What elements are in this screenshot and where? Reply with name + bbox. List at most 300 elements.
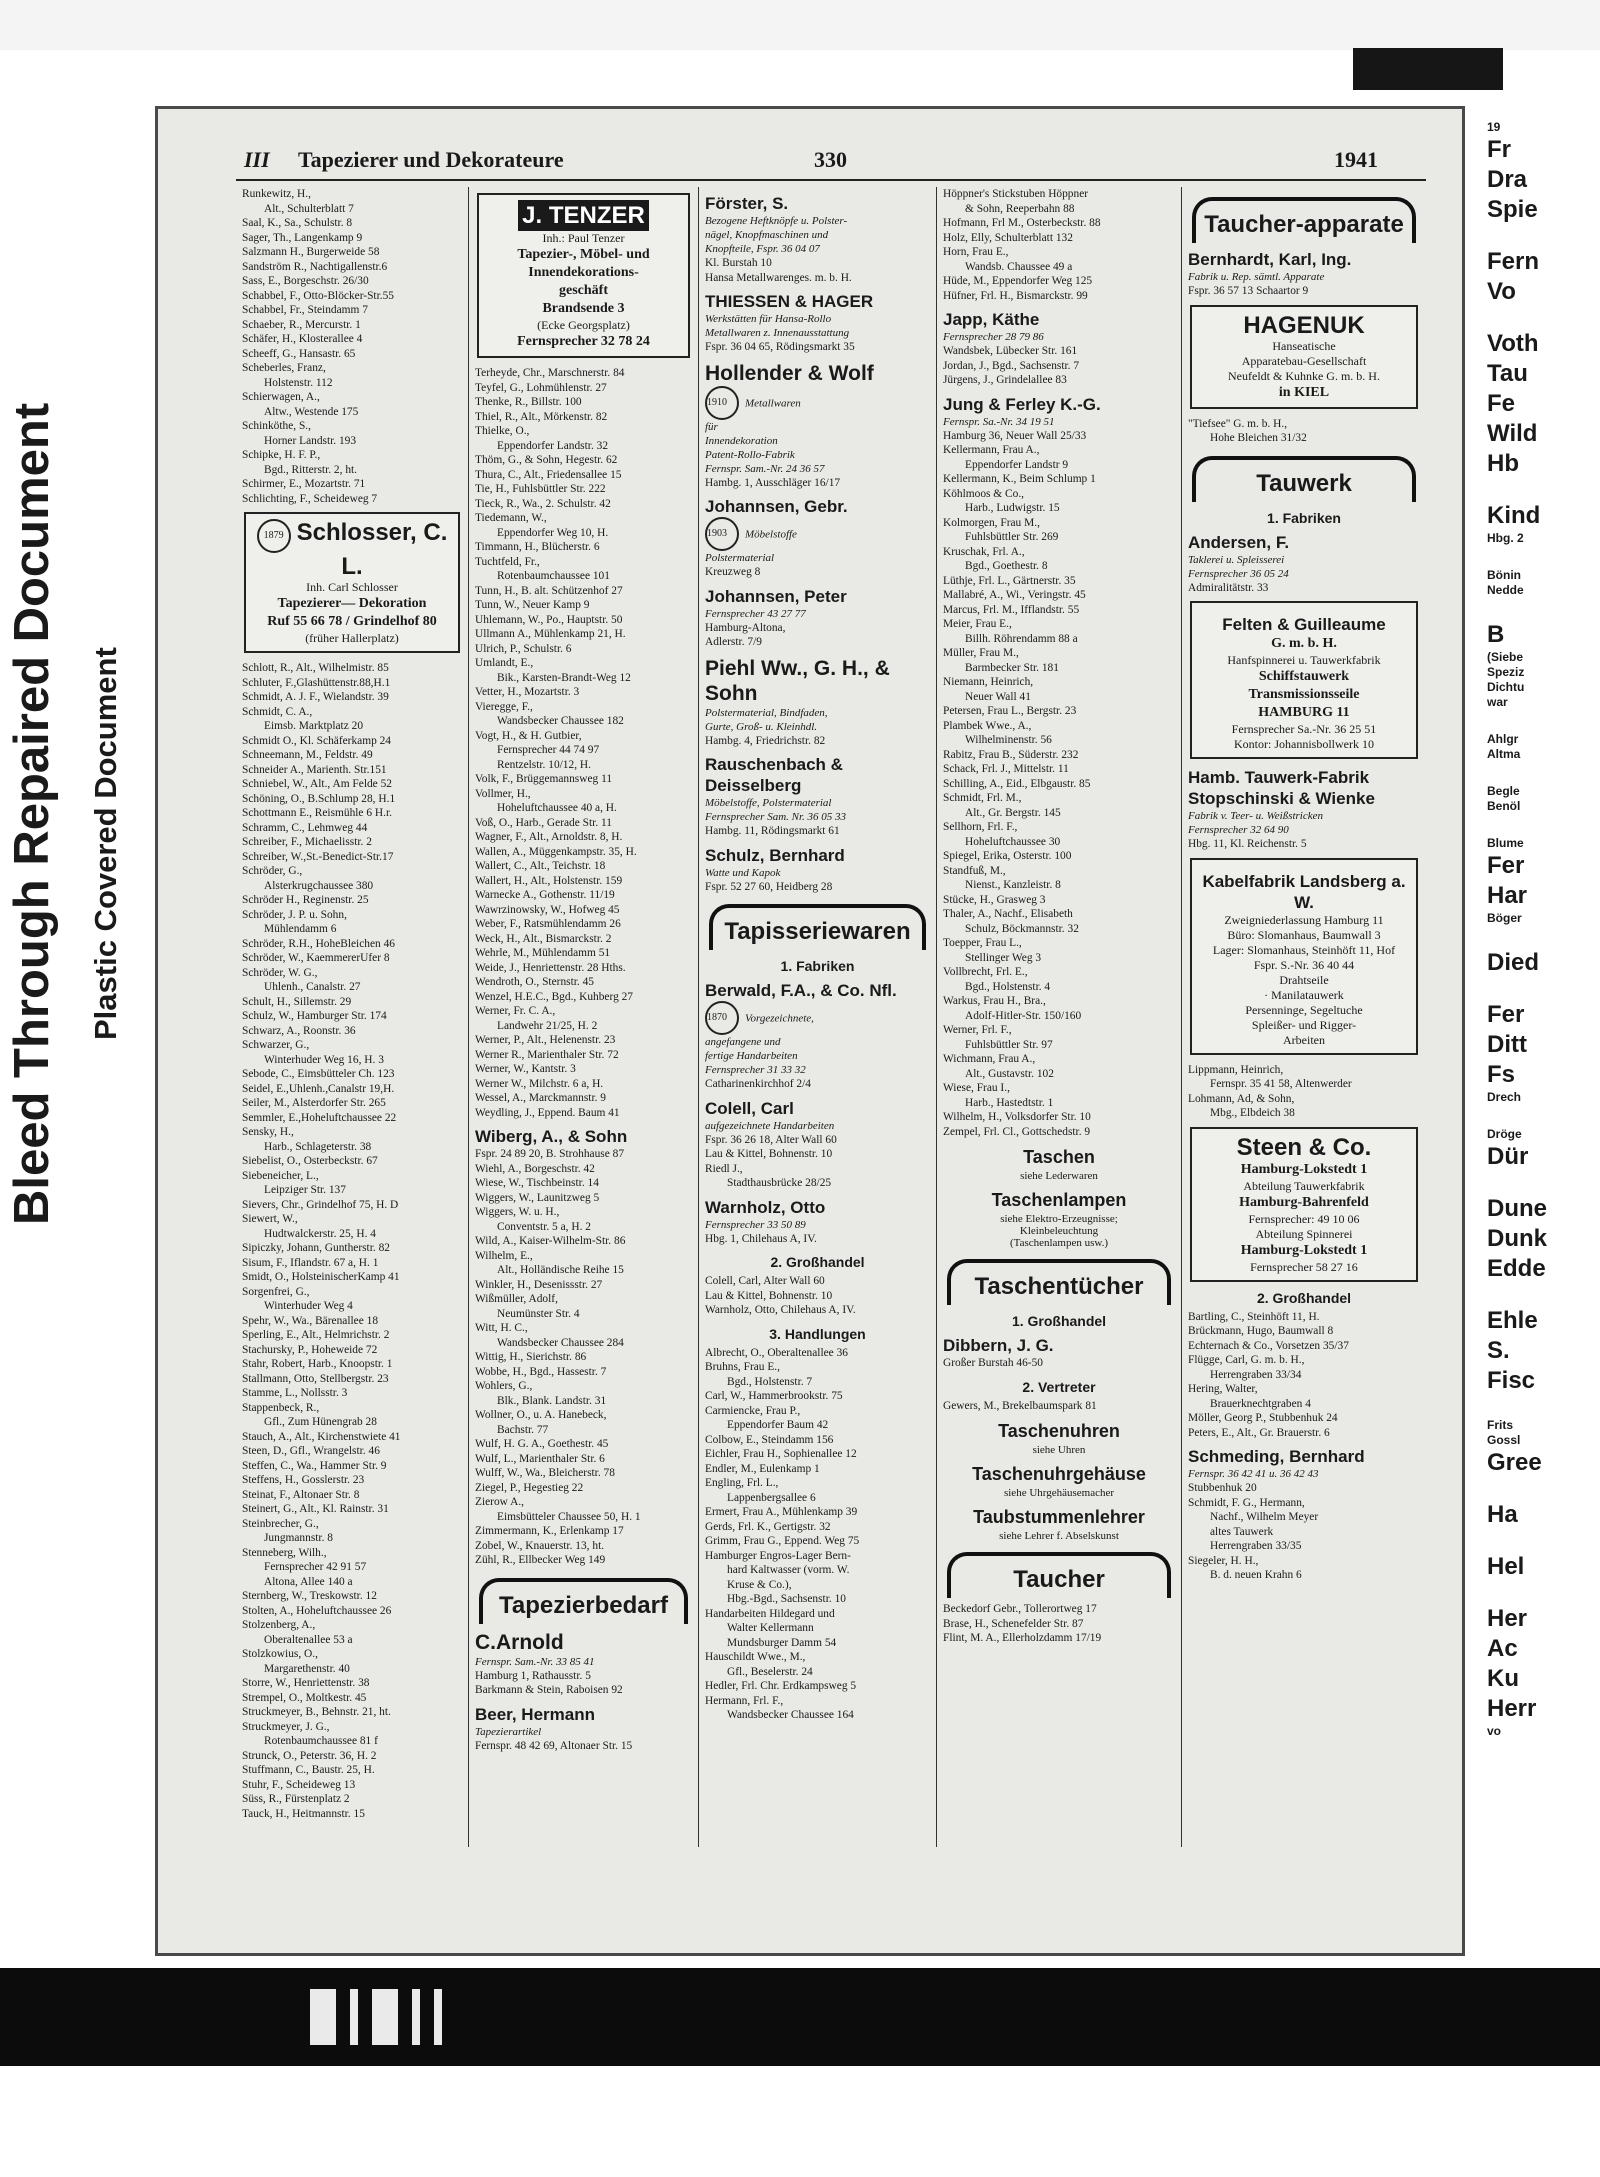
list-item: Sebode, C., Eimsbütteler Ch. 123	[242, 1068, 395, 1081]
company-name: Japp, Käthe	[943, 310, 1040, 329]
company-name: Andersen, F.	[1188, 532, 1290, 552]
list-item: Werner W., Milchstr. 6 a, H.	[475, 1077, 604, 1090]
list-item: Spehr, W., Wa., Bärenallee 18	[242, 1314, 379, 1327]
directory-page	[155, 106, 1465, 1956]
desc-line: Hamburg-Bahrenfeld	[1239, 1194, 1369, 1210]
list-item: Steffens, H., Gosslerstr. 23	[242, 1474, 365, 1487]
section-title: Tapezierer und Dekorateure	[298, 147, 564, 172]
entry-list	[1188, 417, 1420, 446]
list-item: Weide, J., Henriettenstr. 28 Hths.	[475, 961, 626, 974]
cross-reference: siehe Lederwaren	[1020, 1170, 1098, 1182]
company-phone: Fernspr. Sam.-Nr. 24 36 57	[705, 462, 825, 475]
list-item: Thenke, R., Billstr. 100	[475, 396, 582, 408]
list-item: Süss, R., Fürstenplatz 2	[242, 1793, 350, 1806]
company-desc: fertige Handarbeiten	[705, 1050, 798, 1062]
company-name: Dibbern, J. G.	[943, 1336, 1054, 1355]
list-item: Schneider A., Marienth. Str.151	[242, 763, 387, 776]
phone-line: Fernsprecher Sa.-Nr. 36 25 51	[1231, 722, 1377, 736]
list-item: Lappenbergsallee 6	[727, 1491, 816, 1504]
list-item: Marcus, Frl. M., Ifflandstr. 55	[943, 603, 1080, 616]
list-item: Struckmeyer, J. G.,	[242, 1720, 330, 1733]
company-phone: Fspr. 24 89 20, B. Strohhause 87	[475, 1148, 625, 1160]
list-item: Schmidt O., Kl. Schäferkamp 24	[242, 734, 392, 747]
company-phone: Fernspr. 36 42 41 u. 36 42 43	[1188, 1468, 1319, 1480]
list-item: Schröder, W., KaemmererUfer 8	[242, 952, 390, 965]
list-item: Wendroth, O., Sternstr. 45	[475, 976, 594, 988]
company-desc: Möbelstoffe, Polstermaterial	[705, 797, 832, 809]
list-item: Stamme, L., Nollsstr. 3	[242, 1387, 348, 1400]
desc-line: Spleißer- und Rigger-	[1251, 1017, 1357, 1032]
next-page-fragment: Kind	[1487, 502, 1541, 529]
year-emblem: 1879	[257, 519, 291, 553]
list-item: Lippmann, Heinrich,	[1188, 1063, 1284, 1076]
list-item: Wißmüller, Adolf,	[475, 1293, 558, 1305]
list-item: Schmidt, C. A.,	[242, 705, 313, 718]
company-name: Steen & Co.	[1236, 1133, 1372, 1161]
company-phone: Fernsprecher 28 79 86	[943, 331, 1044, 343]
company-name: Bernhardt, Karl, Ing.	[1188, 250, 1352, 269]
company-address: Stubbenhuk 20	[1188, 1482, 1257, 1494]
list-item: Wiehl, A., Borgeschstr. 42	[475, 1162, 595, 1175]
spacer	[1487, 479, 1600, 501]
list-item: Scheberles, Franz,	[242, 362, 326, 374]
film-marker	[434, 1989, 442, 2045]
company-phone: Fernsprecher 31 33 32	[705, 1064, 806, 1076]
list-item: Schirmer, E., Mozartstr. 71	[242, 478, 366, 490]
company-address: Hambg. 1, Ausschläger 16/17	[705, 476, 841, 489]
next-page-fragment: 19	[1487, 120, 1501, 134]
list-item: Hüfner, Frl. H., Bismarckstr. 99	[943, 289, 1088, 302]
ad-felten	[1190, 601, 1418, 759]
entry-list	[943, 443, 1175, 1139]
list-item: Handarbeiten Hildegard und	[705, 1607, 835, 1620]
list-item: Schulz, W., Hamburger Str. 174	[242, 1010, 387, 1023]
company-desc: aufgezeichnete Handarbeiten	[705, 1119, 835, 1132]
list-item: Hering, Walter,	[1188, 1383, 1258, 1395]
spacer	[1487, 307, 1600, 329]
list-item: Terheyde, Chr., Marschnerstr. 84	[475, 367, 625, 379]
company-name-small: Hansa Metallwarenges. m. b. H.	[705, 271, 852, 284]
list-item: Uhlenh., Canalstr. 27	[264, 981, 361, 994]
list-item: Schulz, Böckmannstr. 32	[965, 922, 1079, 935]
page-year: 1941	[1334, 147, 1378, 172]
list-item: Thielke, O.,	[475, 425, 530, 437]
film-marker	[412, 1989, 420, 2045]
list-item: Harb., Hastedtstr. 1	[965, 1096, 1054, 1109]
list-item: Alt., Gr. Bergstr. 145	[965, 806, 1061, 819]
list-item: Fernsprecher 42 91 57	[264, 1561, 367, 1574]
list-item: Bachstr. 77	[497, 1423, 549, 1436]
company-phone: Fernsprecher 32 64 90	[1188, 824, 1289, 836]
list-item: Stuffmann, C., Baustr. 25, H.	[242, 1764, 375, 1777]
column-4	[936, 187, 1181, 1847]
company-desc: Bezogene Heftknöpfe u. Polster-	[705, 215, 848, 227]
desc-line: Hanseatische	[1272, 338, 1336, 353]
list-item: Schröder, J. P. u. Sohn,	[242, 908, 347, 921]
company-desc: Vorgezeichnete,	[745, 1012, 814, 1025]
ad-kabelfabrik	[1190, 858, 1418, 1055]
company-tag: Metallwaren	[745, 397, 801, 410]
list-item: Zierow A.,	[475, 1496, 525, 1508]
entry-list	[943, 1602, 1175, 1646]
company-name: Rauschenbach & Deisselberg	[705, 755, 843, 795]
category-title: Tapisseriewaren	[724, 918, 911, 945]
company-desc: Werkstätten für Hansa-Rollo	[705, 313, 832, 325]
ad-hagenuk	[1190, 305, 1418, 409]
company-name: Colell, Carl	[705, 1098, 794, 1118]
list-item: Alt., Schulterblatt 7	[264, 202, 354, 215]
list-item: Kellermann, K., Beim Schlump 1	[943, 473, 1096, 485]
list-item: Strunck, O., Peterstr. 36, H. 2	[242, 1749, 377, 1762]
spacer	[1487, 1582, 1600, 1604]
page-header	[236, 147, 1426, 179]
company-address: Kl. Burstah 10	[705, 257, 772, 269]
list-item: Wulff, W., Wa., Bleicherstr. 78	[475, 1467, 615, 1479]
year-emblem: 1903	[705, 517, 739, 551]
company-name: Schmeding, Bernhard	[1188, 1447, 1365, 1466]
company-phone: Fernsprecher 33 50 89	[705, 1218, 806, 1231]
list-item: Barkmann & Stein, Raboisen 92	[475, 1684, 623, 1696]
next-page-fragment: Dune	[1487, 1195, 1547, 1222]
list-item: Stahr, Robert, Harb., Knoopstr. 1	[242, 1358, 393, 1371]
entry-list	[705, 1274, 930, 1318]
section-heading: 1. Großhandel	[1011, 1313, 1107, 1329]
company-desc: Fabrik v. Teer- u. Weißstricken	[1188, 810, 1324, 822]
next-page-fragment: Her	[1487, 1605, 1528, 1632]
desc-line: G. m. b. H.	[1271, 636, 1337, 651]
list-item: Vieregge, F.,	[475, 700, 533, 713]
entry-list	[943, 359, 1175, 388]
list-item: Toepper, Frau L.,	[943, 937, 1022, 949]
list-item: Warnholz, Otto, Chilehaus A, IV.	[705, 1304, 856, 1316]
list-item: Steffen, C., Wa., Hammer Str. 9	[242, 1459, 387, 1472]
list-item: Horner Landstr. 193	[264, 434, 357, 447]
list-item: Petersen, Frau L., Bergstr. 23	[943, 705, 1077, 717]
list-item: Werner, Frl. F.,	[943, 1024, 1012, 1036]
category-tapezierbedarf	[479, 1578, 688, 1624]
list-item: Stuhr, F., Scheideweg 13	[242, 1778, 356, 1791]
next-page-fragment: Hbg. 2	[1487, 531, 1524, 545]
list-item: Fernsprecher 44 74 97	[497, 744, 600, 756]
list-item: Hoheluftchaussee 30	[965, 835, 1061, 848]
list-item: Carl, W., Hammerbrookstr. 75	[705, 1390, 843, 1402]
company-name: Wiberg, A., & Sohn	[475, 1127, 628, 1146]
company-tag: Innendekoration	[705, 434, 778, 447]
list-item: Stadthausbrücke 28/25	[727, 1177, 832, 1189]
desc-line: Hamburg-Lokstedt 1	[1240, 1242, 1368, 1258]
spacer	[1487, 762, 1600, 784]
spacer	[1487, 1530, 1600, 1552]
desc-line: Innendekorations-	[528, 265, 639, 280]
list-item: Eichler, Frau H., Sophienallee 12	[705, 1448, 857, 1460]
list-item: Steen, D., Gfl., Wrangelstr. 46	[242, 1445, 380, 1458]
list-item: Siebelist, O., Osterbeckstr. 67	[242, 1155, 378, 1168]
desc-line: Zweigniederlassung Hamburg 11	[1224, 912, 1384, 927]
company-name: Warnholz, Otto	[705, 1197, 826, 1217]
company-name: Johannsen, Gebr.	[705, 497, 848, 516]
company-name: J. TENZER	[518, 200, 649, 231]
cross-reference: siehe Uhrgehäusemacher	[1003, 1487, 1115, 1499]
list-item: Warkus, Frau H., Bra.,	[943, 995, 1046, 1007]
list-item: Vetter, H., Mozartstr. 3	[475, 686, 580, 698]
list-item: Lohmann, Ad, & Sohn,	[1188, 1092, 1295, 1105]
spacer	[1487, 710, 1600, 732]
list-item: Wilhelminenstr. 56	[965, 734, 1052, 746]
list-item: Tunn, H., B. alt. Schützenhof 27	[475, 584, 623, 597]
phone-line: Fspr. S.-Nr. 36 40 44	[1253, 957, 1355, 972]
company-phone: Fernspr. Sam.-Nr. 33 85 41	[475, 1655, 595, 1668]
spacer	[1487, 1172, 1600, 1194]
list-item: Thaler, A., Nachf., Elisabeth	[943, 908, 1073, 920]
list-item: Werner, P., Alt., Helenenstr. 23	[475, 1034, 616, 1046]
list-item: Werner, W., Kantstr. 3	[475, 1063, 576, 1075]
entry-list	[242, 661, 462, 1821]
ad-steen	[1190, 1127, 1418, 1282]
next-page-fragment: Har	[1487, 882, 1528, 909]
list-item: Flügge, Carl, G. m. b. H.,	[1188, 1354, 1305, 1366]
list-item: Peters, E., Alt., Gr. Brauerstr. 6	[1188, 1426, 1330, 1439]
list-item: Gewers, M., Brekelbaumspark 81	[943, 1399, 1097, 1412]
list-item: Mallabré, A., Wi., Veringstr. 45	[943, 589, 1086, 601]
company-name: Hollender & Wolf	[705, 361, 874, 385]
list-item: Wehrle, M., Mühlendamm 51	[475, 947, 611, 959]
header-rule	[236, 179, 1426, 181]
list-item: Bgd., Ritterstr. 2, ht.	[264, 463, 358, 476]
list-item: Lüthje, Frl. L., Gärtnerstr. 35	[943, 574, 1076, 587]
company-address: Hamburg 1, Rathausstr. 5	[475, 1669, 591, 1682]
list-item: Vogt, H., & H. Gutbier,	[475, 729, 582, 742]
list-item: Bartling, C., Steinhöft 11, H.	[1188, 1310, 1320, 1323]
category-taschentuecher	[947, 1259, 1171, 1305]
list-item: Wandsb. Chaussee 49 a	[965, 260, 1073, 273]
next-page-fragment: Ha	[1487, 1501, 1518, 1528]
list-item: Conventstr. 5 a, H. 2	[497, 1220, 591, 1233]
list-item: Wandsbecker Chaussee 182	[497, 715, 624, 727]
category-heading: Taschenuhren	[998, 1421, 1120, 1441]
next-page-fragment: Ac	[1487, 1635, 1518, 1662]
list-item: Carmiencke, Frau P.,	[705, 1404, 801, 1417]
next-page-fragment: Fr	[1487, 136, 1511, 163]
list-item: altes Tauwerk	[1210, 1525, 1274, 1538]
list-item: Wiese, Frau I.,	[943, 1082, 1010, 1094]
next-page-fragment: Vo	[1487, 278, 1516, 305]
company-name: Johannsen, Peter	[705, 586, 847, 606]
list-item: Altona, Allee 140 a	[264, 1575, 353, 1588]
next-page-fragment: war	[1487, 695, 1508, 709]
next-page-fragment: Ehle	[1487, 1307, 1538, 1334]
desc-line: Schiffstauwerk	[1258, 669, 1350, 684]
list-item: Wohlers, G.,	[475, 1380, 533, 1392]
list-item: Barmbecker Str. 181	[965, 661, 1059, 674]
list-item: Stolzenberg, A.,	[242, 1619, 316, 1632]
scanner-edge-bar	[1353, 48, 1503, 90]
list-item: Jordan, J., Bgd., Sachsenstr. 7	[943, 359, 1080, 372]
list-item: Siewert, W.,	[242, 1213, 298, 1226]
list-item: Wittig, H., Sierichstr. 86	[475, 1351, 587, 1363]
cross-reference: siehe Lehrer f. Abselskunst	[999, 1530, 1119, 1542]
list-item: Horn, Frau E.,	[943, 246, 1009, 258]
list-item: Gfl., Beselerstr. 24	[727, 1665, 813, 1678]
next-page-fragment: Ahlgr	[1487, 732, 1519, 746]
list-item: Scheeff, G., Hansastr. 65	[242, 347, 356, 360]
next-page-fragment: Dichtu	[1487, 680, 1525, 694]
list-item: Brase, H., Schenefelder Str. 87	[943, 1617, 1084, 1630]
list-item: Fernspr. 35 41 58, Altenwerder	[1210, 1078, 1352, 1090]
company-phone: Fernspr. 48 42 69, Altonaer Str. 15	[475, 1739, 633, 1752]
list-item: Ullmann A., Mühlenkamp 21, H.	[475, 628, 626, 640]
list-item: Sager, Th., Langenkamp 9	[242, 231, 363, 244]
owner-line: Inh. Carl Schlosser	[306, 580, 398, 595]
list-item: Zobel, W., Knauerstr. 13, ht.	[475, 1539, 605, 1552]
company-phone: Fspr. 36 26 18, Alter Wall 60	[705, 1133, 837, 1146]
list-item: Endler, M., Eulenkamp 1	[705, 1462, 820, 1475]
next-page-fragment: Begle	[1487, 784, 1520, 798]
year-emblem: 1910	[705, 386, 739, 420]
list-item: Hbg.-Bgd., Sachsenstr. 10	[727, 1593, 846, 1605]
next-page-fragment: Wild	[1487, 420, 1538, 447]
list-item: Harb., Schlageterstr. 38	[264, 1140, 372, 1153]
desc-line: Persenninge, Segeltuche	[1245, 1002, 1363, 1017]
list-item: Engling, Frl. L.,	[705, 1477, 779, 1489]
list-item: Plambek Wwe., A.,	[943, 719, 1032, 732]
list-item: Uhlemann, W., Po., Hauptstr. 50	[475, 613, 623, 626]
list-item: Sperling, E., Alt., Helmrichstr. 2	[242, 1329, 390, 1342]
company-name: Felten & Guilleaume	[1222, 615, 1386, 634]
desc-line: HAMBURG 11	[1258, 705, 1350, 720]
list-item: Fuhlsbüttler Str. 269	[965, 531, 1059, 543]
list-item: Möller, Georg P., Stubbenhuk 24	[1188, 1412, 1338, 1424]
next-page-fragment: S.	[1487, 1337, 1510, 1364]
list-item: Wobbe, H., Bgd., Hassestr. 7	[475, 1365, 607, 1378]
company-name: HAGENUK	[1243, 311, 1365, 339]
company-name: Kabelfabrik Landsberg a. W.	[1202, 871, 1406, 912]
list-item: Holz, Elly, Schulterblatt 132	[943, 231, 1073, 244]
list-item: Wilhelm, H., Volksdorfer Str. 10	[943, 1111, 1091, 1123]
list-item: Müller, Frau M.,	[943, 647, 1019, 659]
list-item: Leipziger Str. 137	[264, 1184, 346, 1197]
category-tapisseriewaren	[709, 904, 926, 950]
list-item: Vollmer, H.,	[475, 787, 531, 800]
company-desc: nägel, Knopfmaschinen und	[705, 229, 829, 241]
list-item: Weck, H., Alt., Bismarckstr. 2	[475, 932, 612, 945]
section-heading: 2. Vertreter	[1022, 1378, 1096, 1395]
list-item: Semmler, E.,Hoheluftchaussee 22	[242, 1111, 397, 1124]
list-item: Stenneberg, Wilh.,	[242, 1546, 327, 1559]
cross-reference: siehe Uhren	[1032, 1444, 1086, 1456]
list-item: Margarethenstr. 40	[264, 1662, 350, 1675]
entry-list	[475, 366, 692, 1120]
spacer	[1487, 1284, 1600, 1306]
list-item: Neuer Wall 41	[965, 690, 1031, 703]
list-item: Rentzelstr. 10/12, H.	[497, 758, 591, 771]
list-item: Schack, Frl. J., Mittelstr. 11	[943, 763, 1069, 775]
list-item: Wollner, O., u. A. Hanebeck,	[475, 1409, 607, 1421]
next-page-fragment: Gossl	[1487, 1433, 1521, 1447]
list-item: Landwehr 21/25, H. 2	[497, 1019, 598, 1032]
list-item: Stauch, A., Alt., Kirchenstwiete 41	[242, 1430, 401, 1443]
list-item: Walter Kellermann	[727, 1622, 814, 1634]
list-item: Mühlendamm 6	[264, 923, 337, 936]
entry-list	[943, 187, 1175, 303]
company-name: Berwald, F.A., & Co. Nfl.	[705, 981, 897, 1000]
list-item: Hofmann, Frl M., Osterbeckstr. 88	[943, 217, 1101, 229]
next-page-fragment: Dra	[1487, 166, 1528, 193]
list-item: Salzmann H., Burgerweide 58	[242, 246, 380, 258]
list-item: Weydling, J., Eppend. Baum 41	[475, 1106, 620, 1119]
list-item: Bgd., Holstenstr. 4	[965, 980, 1051, 993]
list-item: Holstenstr. 112	[264, 376, 333, 389]
list-item: Stolten, A., Hoheluftchaussee 26	[242, 1604, 392, 1617]
list-item: Neumünster Str. 4	[497, 1307, 580, 1320]
category-taucherapparate	[1192, 197, 1416, 243]
company-phone: Fspr. 36 04 65, Rödingsmarkt 35	[705, 341, 855, 353]
list-item: Wallert, H., Alt., Holstenstr. 159	[475, 874, 623, 887]
list-item: Schwarzer, G.,	[242, 1039, 310, 1052]
list-item: Zempel, Frl. Cl., Gottschedstr. 9	[943, 1125, 1091, 1138]
list-item: Schlichting, F., Scheideweg 7	[242, 492, 378, 505]
list-item: Hamburger Engros-Lager Bern-	[705, 1549, 851, 1562]
list-item: Ulrich, P., Schulstr. 6	[475, 642, 572, 655]
desc-line: Transmissionsseile	[1248, 687, 1360, 702]
list-item: Schottmann E., Reismühle 6 H.r.	[242, 807, 392, 820]
spacer	[1487, 598, 1600, 620]
list-item: Smidt, O., HolsteinischerKamp 41	[242, 1271, 400, 1284]
list-item: Schneemann, M., Feldstr. 49	[242, 749, 373, 762]
list-item: Eppendorfer Baum 42	[727, 1419, 829, 1431]
list-item: Sievers, Chr., Grindelhof 75, H. D	[242, 1198, 399, 1211]
desc-line: Abteilung Spinnerei	[1255, 1226, 1353, 1241]
next-page-fragment: Hb	[1487, 450, 1519, 477]
list-item: Teyfel, G., Lohmühlenstr. 27	[475, 381, 607, 394]
company-phone: Fspr. 52 27 60, Heidberg 28	[705, 880, 833, 893]
list-item: Tiedemann, W.,	[475, 512, 547, 524]
list-item: Storre, W., Henriettenstr. 38	[242, 1677, 370, 1690]
column-3	[698, 187, 936, 1847]
list-item: Flint, M. A., Ellerholzdamm 17/19	[943, 1632, 1102, 1644]
company-address: Hambg. 4, Friedrichstr. 82	[705, 734, 826, 747]
list-item: Hauschildt Wwe., M.,	[705, 1651, 806, 1663]
company-tag: Patent-Rollo-Fabrik	[705, 448, 795, 461]
list-item: Schreiber, W.,St.-Benedict-Str.17	[242, 850, 394, 863]
entry-list	[1188, 1496, 1420, 1583]
street-line: Brandsende 3	[542, 301, 625, 316]
next-page-fragment: Fern	[1487, 248, 1540, 275]
list-item: Gerds, Frl. K., Gertigstr. 32	[705, 1520, 831, 1533]
next-page-fragment: Edde	[1487, 1255, 1546, 1282]
spacer	[1487, 546, 1600, 568]
next-page-fragment: Tau	[1487, 360, 1528, 387]
category-tauwerk	[1192, 456, 1416, 502]
list-item: Schmidt, F. G., Hermann,	[1188, 1496, 1305, 1509]
list-item: Wawrzinowsky, W., Hofweg 45	[475, 903, 620, 916]
list-item: Schmidt, Frl. M.,	[943, 792, 1022, 804]
next-page-fragment: Ku	[1487, 1665, 1519, 1692]
bleed-through-label: Bleed Through Repaired Document	[5, 402, 59, 1225]
category-title: Taucher-apparate	[1204, 211, 1404, 238]
list-item: Voß, O., Harb., Gerade Str. 11	[475, 816, 612, 829]
list-item: Steinert, G., Alt., Kl. Rainstr. 31	[242, 1503, 389, 1516]
year-emblem: 1870	[705, 1001, 739, 1035]
list-item: Winterhuder Weg 4	[264, 1300, 353, 1313]
list-item: Wiggers, W. u. H.,	[475, 1206, 560, 1218]
list-item: Winkler, H., Desenissstr. 27	[475, 1278, 603, 1291]
list-item: Steinbrecher, G.,	[242, 1517, 319, 1530]
section-heading: 3. Handlungen	[769, 1325, 866, 1342]
list-item: & Sohn, Reeperbahn 88	[965, 202, 1075, 215]
scanner-bottom-bar	[0, 1968, 1600, 2066]
company-name: Piehl Ww., G. H., & Sohn	[705, 656, 890, 705]
list-item: Höppner's Stickstuben Höppner	[943, 188, 1089, 200]
